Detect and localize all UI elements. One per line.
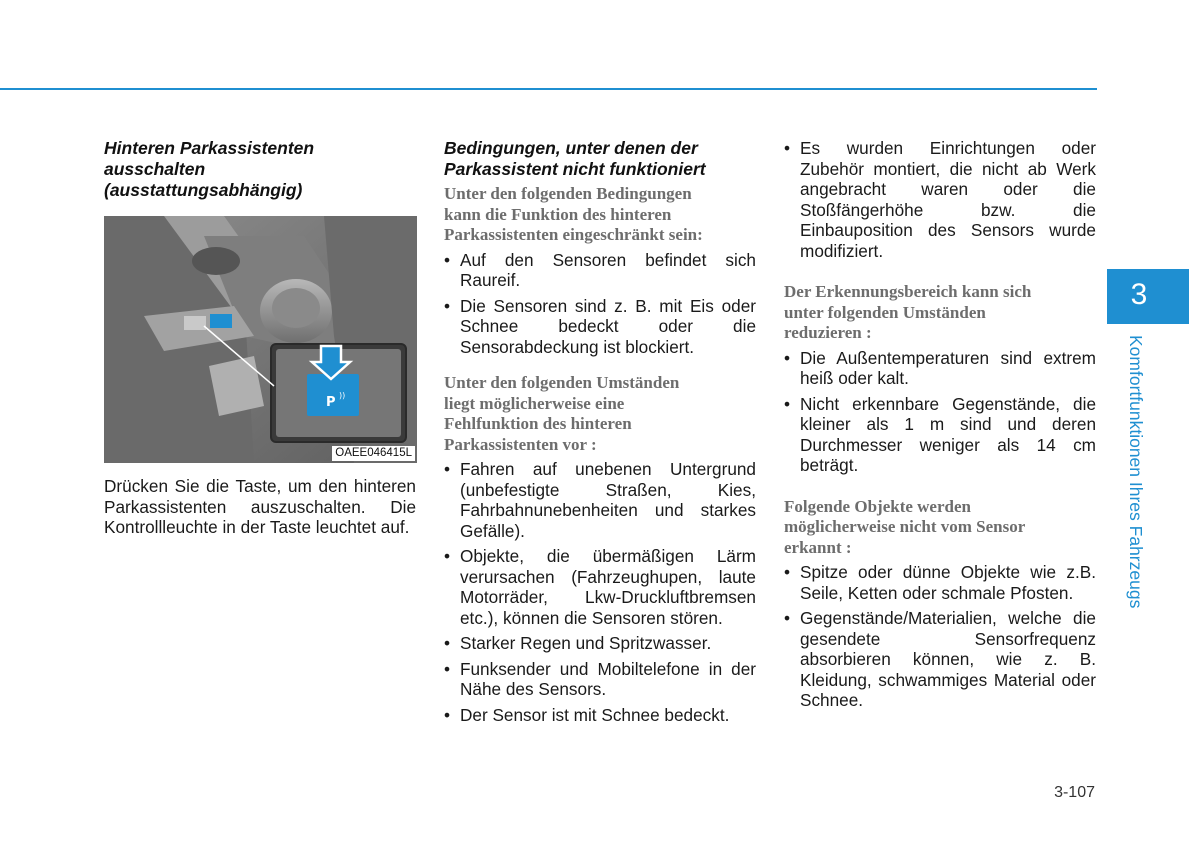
list-modifications	[784, 138, 1096, 261]
list-item: • Der Sensor ist mit Schnee bedeckt.	[444, 704, 730, 725]
column-left	[104, 138, 416, 538]
list-limited-function	[444, 250, 756, 358]
list-item: • Die Außentemperaturen sind extrem heiß oder kalt.	[784, 347, 1096, 388]
list-item: • Nicht erkennbare Gegenstände, die kleiner als 1 m sind und deren Durchmesser weniger als 14 cm beträgt.	[784, 393, 1096, 475]
figure-caption: OAEE046415L	[332, 446, 415, 461]
console-photo	[104, 216, 417, 463]
list-item: • Auf den Sensoren befindet sich Raureif.	[444, 249, 756, 290]
list-malfunction	[444, 459, 756, 725]
list-reduced-range	[784, 348, 1096, 476]
top-divider	[0, 88, 1097, 90]
section-heading-disable-rear-park-assist: Hinteren Parkassistenten ausschalten (ausstattungsabhängig)	[104, 138, 315, 200]
chapter-number: 3	[1130, 278, 1148, 311]
column-middle	[444, 138, 756, 730]
list-item: • Gegenstände/Materialien, welche die gesendete Sensorfrequenz absorbieren können, wie z. B. Kleidung, schwammiges Material oder Schnee.	[784, 608, 1096, 710]
svg-text:)): ))	[339, 391, 346, 400]
list-item: • Starker Regen und Spritzwasser.	[444, 633, 712, 653]
svg-text:P: P	[326, 395, 336, 410]
chapter-label: Komfortfunktionen Ihres Fahrzeugs	[1126, 335, 1146, 609]
subheading-limited-function: Unter den folgenden Bedingungen kann die Funktion des hinteren Parkassistenten eingeschränkt sein:	[444, 184, 703, 244]
instruction-text: Drücken Sie die Taste, um den hinteren Parkassistenten auszuschalten. Die Kontrollleuchte in der Taste leuchtet auf.	[104, 476, 416, 537]
subheading-reduced-range: Der Erkennungsbereich kann sich unter folgenden Umständen reduzieren :	[784, 282, 1032, 342]
list-undetected-objects	[784, 562, 1096, 711]
column-right	[784, 138, 1096, 716]
page-number: 3-107	[1054, 784, 1095, 801]
list-item: • Objekte, die übermäßigen Lärm verursachen (Fahrzeughupen, laute Motorräder, Lkw-Druckluftbremsen etc.), können die Sensoren stören.	[444, 546, 756, 628]
list-item: • Fahren auf unebenen Untergrund (unbefestigte Straßen, Kies, Fahrbahnunebenheiten und starkes Gefälle).	[444, 459, 756, 541]
chapter-tab	[1107, 269, 1189, 324]
list-item: • Es wurden Einrichtungen oder Zubehör montiert, die nicht ab Werk angebracht waren oder die Stoßfängerhöhe bzw. die Einbauposition des Sensors wurde modifiziert.	[784, 138, 1096, 261]
section-heading-conditions: Bedingungen, unter denen der Parkassistent nicht funktioniert	[444, 138, 706, 179]
subheading-malfunction: Unter den folgenden Umständen liegt möglicherweise eine Fehlfunktion des hinteren Parkassistenten vor :	[444, 373, 680, 454]
list-item: • Spitze oder dünne Objekte wie z.B. Seile, Ketten oder schmale Pfosten.	[784, 562, 1096, 603]
subheading-undetected-objects: Folgende Objekte werden möglicherweise nicht vom Sensor erkannt :	[784, 496, 1026, 557]
list-item: • Die Sensoren sind z. B. mit Eis oder Schnee bedeckt oder die Sensorabdeckung ist blockiert.	[444, 295, 756, 357]
console-illustration	[104, 216, 417, 463]
list-item: • Funksender und Mobiltelefone in der Nähe des Sensors.	[444, 658, 756, 699]
